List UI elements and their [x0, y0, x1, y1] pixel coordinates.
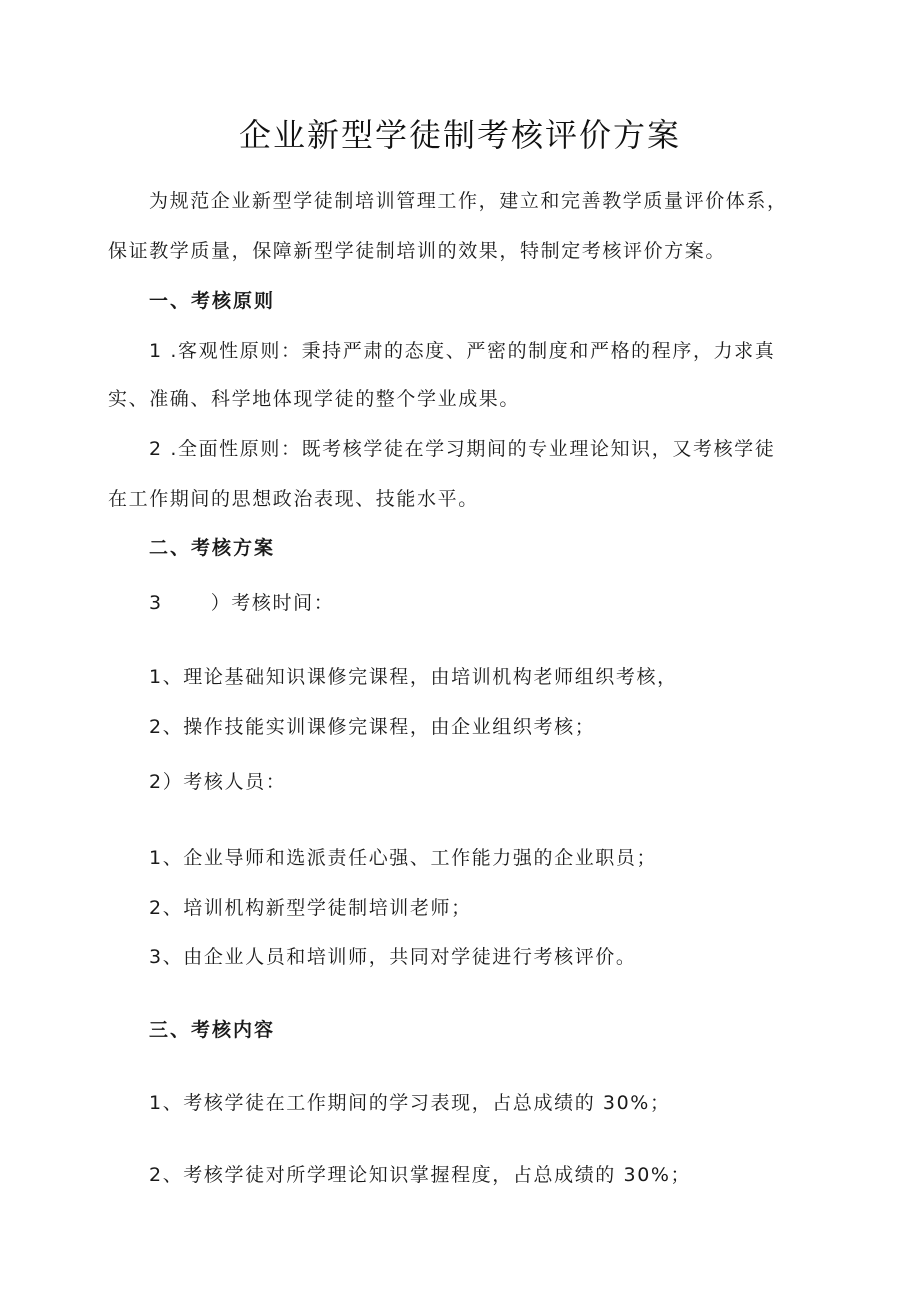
section-1-heading: 一、考核原则 [149, 290, 276, 312]
document-title: 企业新型学徒制考核评价方案 [238, 116, 681, 154]
list-item: 1、企业导师和选派责任心强、工作能力强的企业职员； [149, 847, 658, 869]
list-item: 1、考核学徒在工作期间的学习表现，占总成绩的 30%； [149, 1092, 671, 1114]
principle-1-line-1: 1 .客观性原则：秉持严肃的态度、严密的制度和严格的程序，力求真 [149, 340, 776, 362]
principle-1-line-2: 实、准确、科学地体现学徒的整个学业成果。 [108, 388, 521, 410]
exam-time-label [149, 590, 334, 616]
exam-people-label: 2）考核人员： [149, 771, 287, 793]
list-item: 2、培训机构新型学徒制培训老师； [149, 897, 472, 919]
exam-time-text: ）考核时间： [210, 592, 335, 614]
principle-2-line-2: 在工作期间的思想政治表现、技能水平。 [108, 488, 479, 510]
list-item: 2、操作技能实训课修完课程，由企业组织考核； [149, 716, 596, 738]
principle-2-line-1: 2 .全面性原则：既考核学徒在学习期间的专业理论知识，又考核学徒 [149, 438, 776, 460]
list-item: 2、考核学徒对所学理论知识掌握程度，占总成绩的 30%； [149, 1164, 692, 1186]
intro-line-2: 保证教学质量，保障新型学徒制培训的效果，特制定考核评价方案。 [108, 240, 727, 262]
intro-line-1: 为规范企业新型学徒制培训管理工作，建立和完善教学质量评价体系， [149, 190, 788, 212]
exam-time-number: 3 [149, 592, 163, 614]
section-2-heading: 二、考核方案 [149, 537, 276, 559]
list-item: 3、由企业人员和培训师，共同对学徒进行考核评价。 [149, 946, 637, 968]
list-item: 1、理论基础知识课修完课程，由培训机构老师组织考核， [149, 666, 678, 688]
section-3-heading: 三、考核内容 [149, 1019, 276, 1041]
